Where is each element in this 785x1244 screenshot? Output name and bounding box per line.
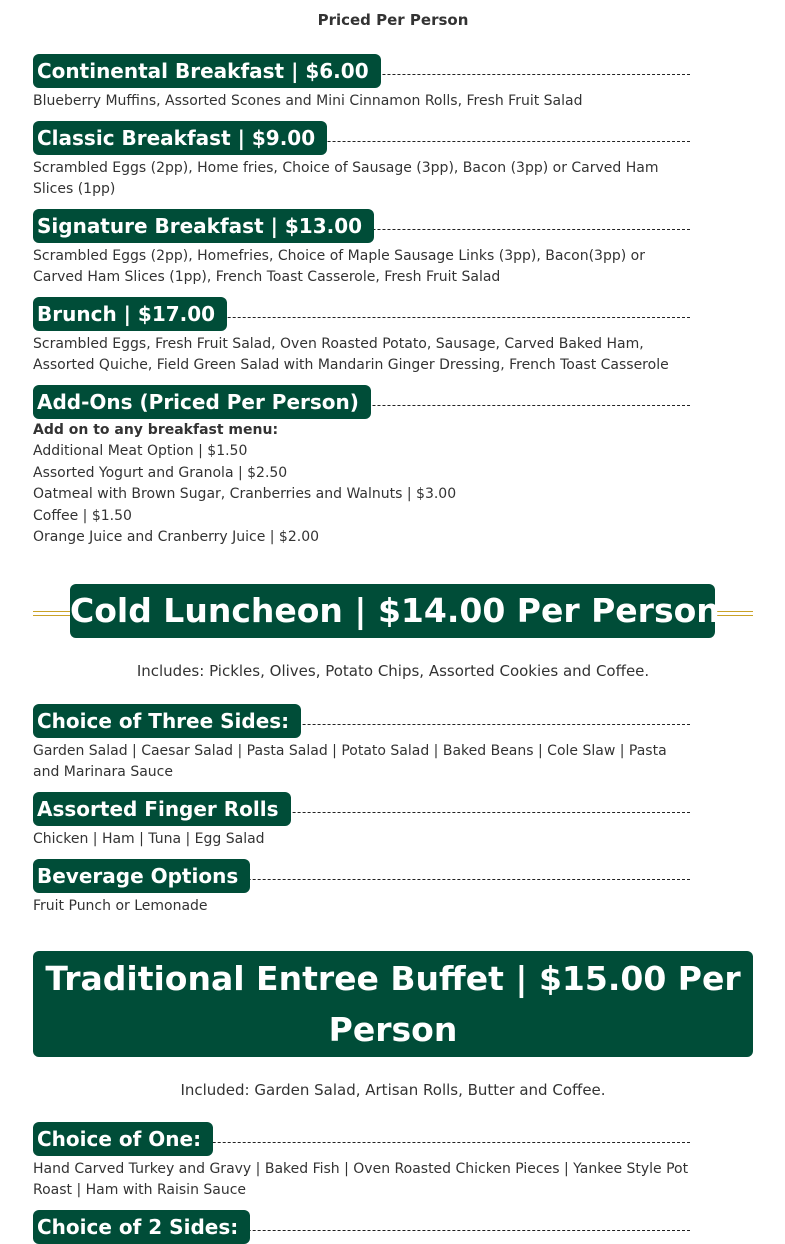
section-beverage-options [33, 859, 690, 917]
section-description: Scrambled Eggs, Fresh Fruit Salad, Oven Roasted Potato, Sausage, Carved Baked Ham, Assorted Quiche, Field Green Salad with Mandarin Ginger Dressing, French Toast Casserole [33, 336, 669, 373]
section-choice-of-three-sides [33, 704, 690, 783]
section-heading: Continental Breakfast | $6.00 [33, 54, 381, 88]
section-heading: Brunch | $17.00 [33, 297, 227, 331]
add-on-item: Orange Juice and Cranberry Juice | $2.00 [33, 529, 320, 545]
traditional-buffet-title-line2: Person [328, 1010, 458, 1049]
section-description: Hand Carved Turkey and Gravy | Baked Fish | Oven Roasted Chicken Pieces | Yankee Style Pot Roast | Ham with Raisin Sauce [33, 1161, 689, 1198]
section-description: Scrambled Eggs (2pp), Home fries, Choice of Sausage (3pp), Bacon (3pp) or Carved Ham Slices (1pp) [33, 160, 659, 197]
section-heading: Beverage Options [33, 859, 250, 893]
section-description: Blueberry Muffins, Assorted Scones and Mini Cinnamon Rolls, Fresh Fruit Salad [33, 93, 583, 109]
add-on-item: Additional Meat Option | $1.50 [33, 443, 248, 459]
add-on-item: Oatmeal with Brown Sugar, Cranberries and Walnuts | $3.00 [33, 486, 457, 502]
section-brunch [33, 297, 690, 376]
section-description: Garden Salad | Caesar Salad | Pasta Salad | Potato Salad | Baked Beans | Cole Slaw | Pasta and Marinara Sauce [33, 743, 667, 780]
section-continental-breakfast [33, 54, 690, 112]
traditional-buffet-included: Included: Garden Salad, Artisan Rolls, Butter and Coffee. [180, 1081, 606, 1099]
section-heading: Assorted Finger Rolls [33, 792, 291, 826]
section-choice-of-two-sides [33, 1210, 690, 1244]
section-description: Scrambled Eggs (2pp), Homefries, Choice of Maple Sausage Links (3pp), Bacon(3pp) or Carved Ham Slices (1pp), French Toast Casserole, Fresh Fruit Salad [33, 248, 645, 285]
add-ons-intro: Add on to any breakfast menu: [33, 422, 279, 438]
section-description: Chicken | Ham | Tuna | Egg Salad [33, 831, 265, 847]
section-heading: Choice of One: [33, 1122, 213, 1156]
cold-luncheon-title: Cold Luncheon | $14.00 Per Person [70, 584, 715, 638]
section-heading: Add-Ons (Priced Per Person) [33, 385, 371, 419]
section-heading: Choice of Three Sides: [33, 704, 301, 738]
add-on-item: Assorted Yogurt and Granola | $2.50 [33, 464, 288, 481]
section-signature-breakfast [33, 209, 690, 288]
section-add-ons [33, 385, 690, 549]
priced-per-person-note: Priced Per Person [317, 11, 469, 29]
section-assorted-finger-rolls [33, 792, 690, 850]
traditional-buffet-title-line1: Traditional Entree Buffet | $15.00 Per [45, 959, 741, 998]
section-classic-breakfast [33, 121, 690, 200]
section-heading: Classic Breakfast | $9.00 [33, 121, 327, 155]
section-description: Fruit Punch or Lemonade [33, 898, 208, 914]
section-heading: Signature Breakfast | $13.00 [33, 209, 374, 243]
section-heading: Choice of 2 Sides: [33, 1210, 250, 1244]
section-choice-of-one [33, 1122, 690, 1201]
traditional-buffet-banner [33, 951, 753, 1057]
cold-luncheon-includes: Includes: Pickles, Olives, Potato Chips, Assorted Cookies and Coffee. [136, 662, 650, 680]
add-on-item: Coffee | $1.50 [33, 507, 132, 524]
cold-luncheon-banner [33, 584, 753, 638]
